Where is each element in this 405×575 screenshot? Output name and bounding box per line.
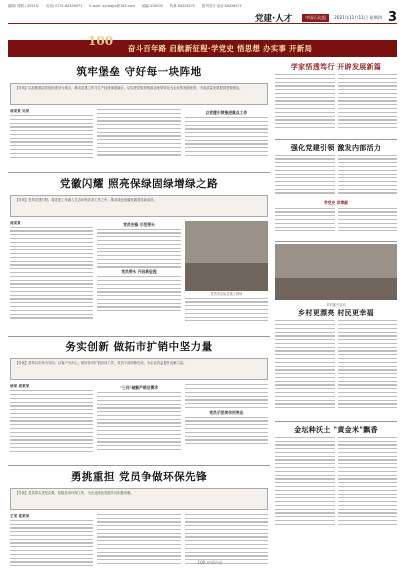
side-article-1-title: 学家悟透笃行 开辟发展新篇	[290, 62, 382, 71]
article-2-body	[8, 221, 270, 333]
side-article-2	[275, 143, 397, 238]
banner-slogan: 奋斗百年路 启航新征程·学党史 悟思想 办实事 开新局	[128, 43, 313, 53]
divider	[275, 139, 397, 140]
article-4-col-2	[97, 514, 180, 574]
article-4-col-1	[10, 514, 93, 574]
article-1-col-2	[97, 109, 180, 169]
side-article-4-col-1	[275, 437, 335, 537]
masthead-topline	[8, 3, 397, 10]
article-2-photo-caption: 党员突击队在施工现场	[210, 292, 243, 297]
article-1-body	[8, 109, 270, 169]
paper-name: 中国石化报	[302, 14, 329, 22]
article-3-byline: 徐某 周某某	[10, 384, 30, 389]
footer-logo: 100 中国石化	[197, 560, 223, 565]
article-1-col-1	[10, 109, 93, 169]
article-3-body	[8, 384, 270, 462]
fax-info: 传真 84326270	[169, 4, 195, 8]
article-3-col-1	[10, 384, 93, 462]
divider	[8, 465, 270, 466]
issue-date: 2021年11月11日 星期四	[334, 14, 382, 20]
article-1-col-3	[185, 109, 268, 169]
divider	[8, 336, 270, 337]
article-2-subheading-2: 党员带头 开启新征程	[121, 269, 157, 275]
theme-banner	[8, 34, 397, 57]
side-article-3-title: 乡村更漂亮 村民更幸福	[298, 308, 374, 318]
phone-info: 电话/ 0731-84326571	[46, 4, 83, 8]
article-2-title: 党徽闪耀 照亮保绿固绿增绿之路	[59, 177, 219, 190]
page-number: 3	[387, 10, 397, 25]
article-1-abstract: 【导读】以加强基层党组织建设为重点，推动党建工作与生产经营深度融合，切实把党组织的政治优势转化为企业的发展优势，为高质量发展提供坚强保证。	[10, 83, 268, 105]
side-article-2-body	[275, 155, 397, 199]
side-article-1-col-1	[275, 74, 335, 136]
centennial-logo: 100	[88, 34, 114, 48]
side-article-2-col-1	[275, 155, 335, 199]
article-4-abstract: 【导读】党员带头攻坚克难，积极投身环保工作，为企业绿色发展作出积极贡献。	[10, 488, 268, 510]
distribution-info: 报刊发行 电话 84326571	[202, 4, 242, 8]
article-1	[8, 64, 270, 169]
editor-info: 编辑/ 周钢 / 2021年	[8, 4, 40, 8]
article-2-abstract: 【导读】坚持党建引领，将党建工作融入生态环保各项工作之中，推动绿色低碳发展取得新成效。	[10, 195, 268, 217]
side-article-2-col-2	[338, 155, 398, 199]
side-article-2-title: 强化党建引领 激发内部活力	[290, 142, 382, 152]
divider	[8, 172, 270, 173]
side-article-2-body-2	[275, 208, 397, 238]
article-1-title: 筑牢堡垒 守好每一块阵地	[76, 66, 202, 78]
article-3-abstract: 【导读】坚持以市场为导向，以客户为中心，做好拓市扩销各项工作，党员干部冲锋在前，为企业效益提升贡献力量。	[10, 358, 268, 380]
article-4-byline: 王某 雷某某	[10, 513, 30, 518]
side-article-1	[275, 62, 397, 136]
email-info: E-mail: xyrbdjzx@163.com	[89, 4, 135, 8]
side-article-3-photo	[275, 244, 397, 300]
side-column	[275, 62, 397, 537]
article-3-col-2	[97, 384, 180, 462]
side-article-3-body	[275, 320, 397, 418]
side-article-4-col-2	[338, 437, 398, 537]
side-article-4-body	[275, 437, 397, 537]
side-article-1-body	[275, 74, 397, 136]
article-2-col-2	[97, 221, 180, 333]
article-2	[8, 176, 270, 333]
article-2-byline: 周某某	[10, 220, 21, 225]
page-header	[8, 12, 397, 24]
side-article-1-col-2	[338, 74, 398, 136]
side-article-3-caption: 乡村振兴活动	[326, 302, 346, 307]
side-article-2-col-3	[275, 208, 335, 238]
article-3-subheading-1: "三问"破解产销及需求	[119, 385, 159, 391]
side-article-3-col-2	[338, 320, 398, 418]
side-article-3	[275, 244, 397, 418]
divider	[275, 241, 397, 242]
section-name: 党建·人才	[254, 13, 293, 24]
article-3-col-3	[185, 384, 268, 462]
article-3	[8, 339, 270, 462]
article-2-photo	[185, 221, 268, 291]
side-article-2-col-4	[338, 208, 398, 238]
article-3-title: 务实创新 做拓市扩销中坚力量	[65, 341, 213, 354]
article-2-subheading-1: 党员先锋 示范带头	[123, 221, 155, 227]
article-1-subheading: 以党建引领推进重点工作	[205, 110, 248, 115]
side-article-4-title: 金坛种沃土 "黄金米"飘香	[294, 424, 378, 434]
divider	[275, 421, 397, 422]
side-article-3-col-1	[275, 320, 335, 418]
postcode-info: 邮编 410005	[141, 4, 163, 8]
article-3-subheading-2: 党员示范岗作用突出	[209, 409, 244, 415]
article-4	[8, 469, 270, 574]
side-article-4	[275, 425, 397, 537]
article-4-title: 勇挑重担 党员争做环保先锋	[70, 470, 208, 483]
article-2-col-3	[185, 221, 268, 333]
article-2-col-1	[10, 221, 93, 333]
main-column	[8, 62, 270, 574]
article-1-byline: 周某某 吴某	[10, 109, 30, 113]
side-article-2-tagline: 学党史 讲奉献	[323, 200, 349, 206]
